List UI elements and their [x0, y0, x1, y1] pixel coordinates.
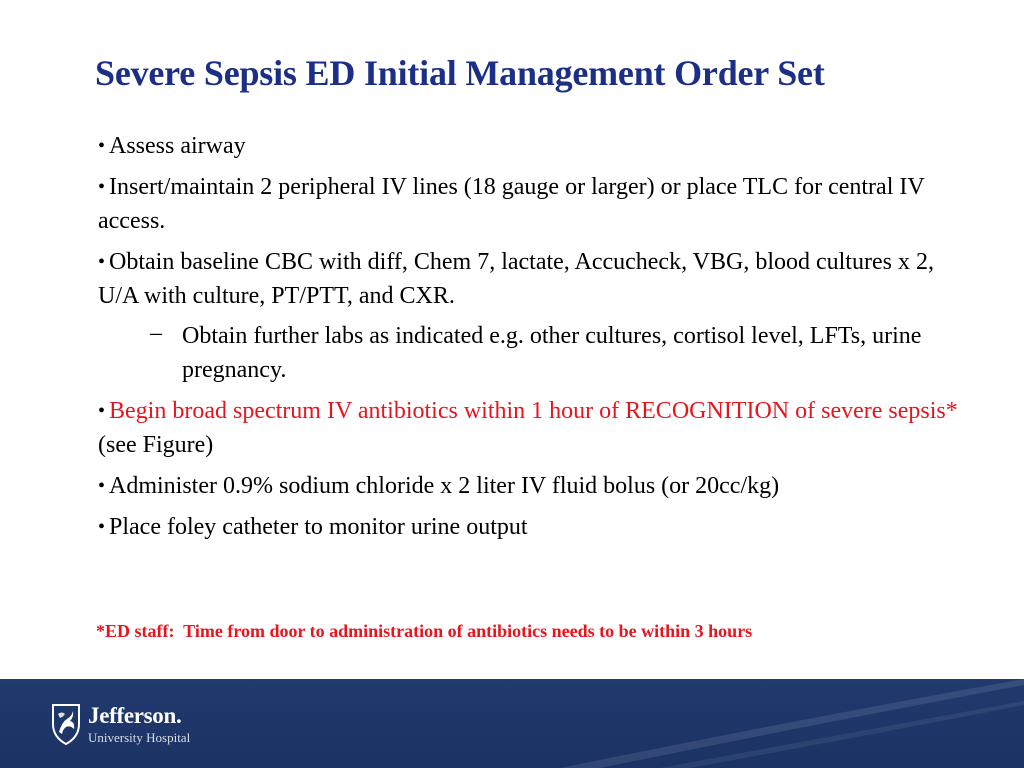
bullet-dot: • — [98, 251, 106, 273]
sub-bullet-further-labs — [98, 319, 968, 387]
bullet-dot: • — [98, 475, 106, 497]
bullet-iv-lines — [98, 170, 968, 238]
bullet-text: Administer 0.9% sodium chloride x 2 liter IV fluid bolus (or 20cc/kg) — [109, 473, 780, 499]
bullet-text: Insert/maintain 2 peripheral IV lines (18 gauge or larger) or place TLC for central IV access. — [98, 174, 925, 234]
bullet-text-highlight: Begin broad spectrum IV antibiotics within 1 hour of RECOGNITION of severe sepsis* — [109, 398, 958, 424]
bullet-baseline-labs — [98, 245, 968, 313]
bullet-text: (see Figure) — [98, 432, 214, 458]
bullet-dot: • — [98, 176, 106, 198]
dash-marker: – — [150, 320, 162, 346]
footnote: *ED staff: Time from door to administration of antibiotics needs to be within 3 hours — [96, 621, 753, 641]
bullet-dot: • — [98, 516, 106, 538]
bullet-foley-catheter — [98, 510, 968, 544]
bullet-text: Place foley catheter to monitor urine output — [109, 514, 528, 540]
sub-bullet-text: Obtain further labs as indicated e.g. other cultures, cortisol level, LFTs, urine pregnancy. — [182, 323, 922, 383]
bullet-text: Assess airway — [109, 133, 246, 159]
logo-name: Jefferson. — [88, 703, 182, 728]
bullet-text: Obtain baseline CBC with diff, Chem 7, lactate, Accucheck, VBG, blood cultures x 2, U/A with culture, PT/PTT, and CXR. — [98, 249, 934, 309]
bullet-list — [98, 129, 968, 551]
shield-icon — [50, 702, 82, 746]
bullet-dot: • — [98, 400, 106, 422]
bullet-dot: • — [98, 135, 106, 157]
bullet-fluid-bolus — [98, 469, 968, 503]
logo-subtitle: University Hospital — [88, 730, 191, 745]
slide-title: Severe Sepsis ED Initial Management Order Set — [95, 53, 825, 93]
bullet-antibiotics — [98, 394, 968, 462]
bullet-assess-airway — [98, 129, 968, 163]
